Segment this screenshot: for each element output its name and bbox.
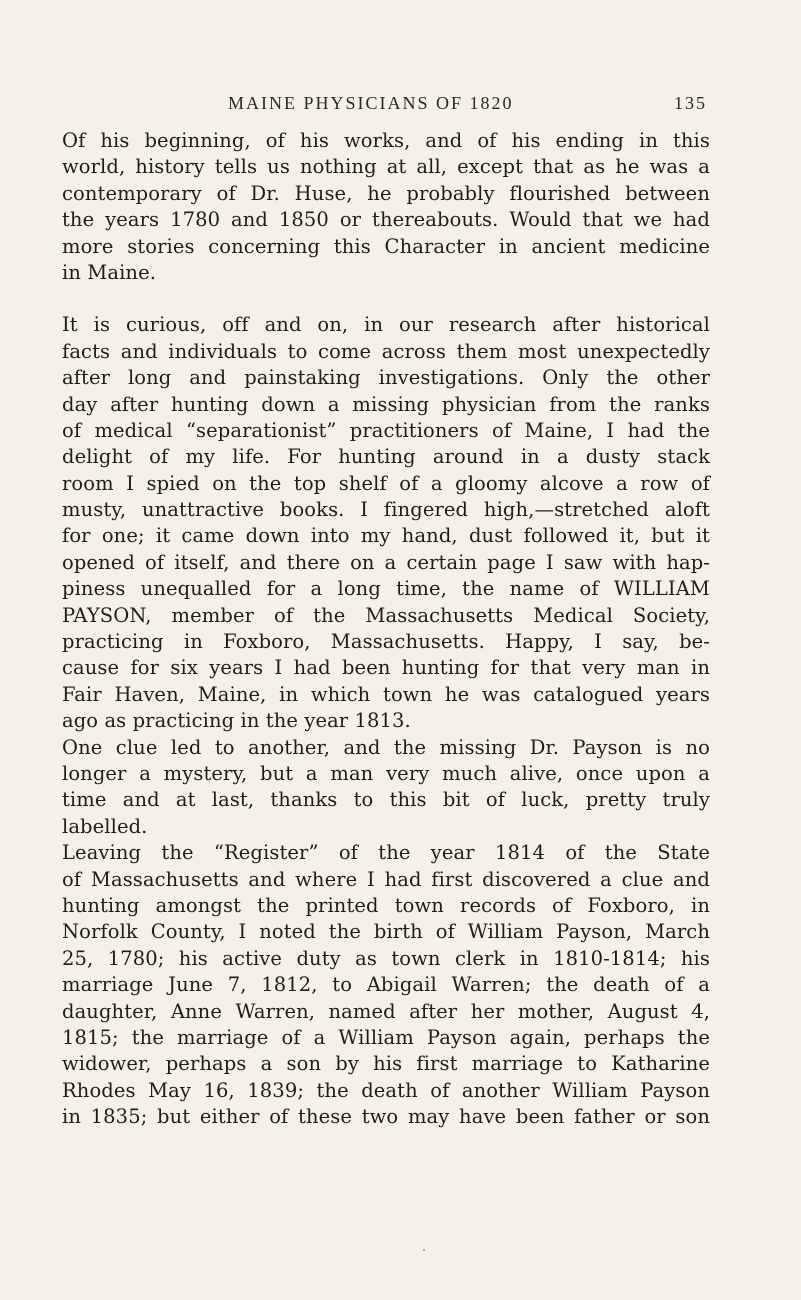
text-line: longer a mystery, but a man very much alive, once upon a xyxy=(62,761,710,785)
text-line: musty, unattractive books. I fingered high,—stretched aloft xyxy=(62,498,710,522)
text-line: Of his beginning, of his works, and of his ending in this xyxy=(62,129,710,152)
paragraph-4 xyxy=(62,840,710,1130)
text-line: for one; it came down into my hand, dust followed it, but it xyxy=(62,524,710,548)
paragraph-3 xyxy=(62,735,710,841)
text-line: in 1835; but either of these two may have been father or son xyxy=(62,1105,710,1129)
text-line: piness unequalled for a long time, the name of WILLIAM xyxy=(62,577,710,601)
running-head xyxy=(62,93,707,117)
text-line: Norfolk County, I noted the birth of William Payson, March xyxy=(62,920,710,944)
text-line: Leaving the “Register” of the year 1814 of the State xyxy=(62,841,710,865)
text-line: hunting amongst the printed town records of Foxboro, in xyxy=(62,893,710,917)
paragraph-2 xyxy=(62,312,710,734)
text-line: contemporary of Dr. Huse, he probably flourished between xyxy=(62,181,710,205)
text-line: daughter, Anne Warren, named after her mother, August 4, xyxy=(62,999,710,1023)
text-line: of Massachusetts and where I had first discovered a clue and xyxy=(62,867,710,891)
text-line: Rhodes May 16, 1839; the death of another William Payson xyxy=(62,1078,710,1102)
text-line: after long and painstaking investigations. Only the other xyxy=(62,366,710,390)
text-line: widower, perhaps a son by his first marriage to Katharine xyxy=(62,1052,710,1076)
text-line: 1815; the marriage of a William Payson again, perhaps the xyxy=(62,1025,710,1049)
text-line: 25, 1780; his active duty as town clerk in 1810-1814; his xyxy=(62,946,710,970)
text-line: practicing in Foxboro, Massachusetts. Happy, I say, be- xyxy=(62,630,710,654)
text-line: more stories concerning this Character in ancient medicine xyxy=(62,234,710,258)
text-line: labelled. xyxy=(62,814,148,838)
print-speck xyxy=(423,1249,425,1251)
text-line: delight of my life. For hunting around in a dusty stack xyxy=(62,445,710,469)
text-line: of medical “separationist” practitioners of Maine, I had the xyxy=(62,418,710,442)
text-line: day after hunting down a missing physician from the ranks xyxy=(62,392,710,416)
text-line: time and at last, thanks to this bit of luck, pretty truly xyxy=(62,788,710,812)
paragraph-1 xyxy=(62,128,710,286)
text-line: It is curious, off and on, in our research after historical xyxy=(62,313,710,337)
paragraph-gap xyxy=(62,286,710,312)
text-line: marriage June 7, 1812, to Abigail Warren; the death of a xyxy=(62,973,710,997)
text-line: One clue led to another, and the missing Dr. Payson is no xyxy=(62,735,710,759)
text-line: ago as practicing in the year 1813. xyxy=(62,709,411,733)
text-line: PAYSON, member of the Massachusetts Medical Society, xyxy=(62,603,710,627)
text-line: cause for six years I had been hunting for that very man in xyxy=(62,656,710,680)
text-line: facts and individuals to come across them most unexpectedly xyxy=(62,339,710,363)
body-text xyxy=(62,128,710,1130)
text-line: Fair Haven, Maine, in which town he was catalogued years xyxy=(62,682,710,706)
page-number: 135 xyxy=(674,93,707,113)
text-line: the years 1780 and 1850 or thereabouts. Would that we had xyxy=(62,208,710,232)
running-title: MAINE PHYSICIANS OF 1820 xyxy=(228,93,514,113)
text-line: room I spied on the top shelf of a gloomy alcove a row of xyxy=(62,471,710,495)
text-line: opened of itself, and there on a certain page I saw with hap- xyxy=(62,550,710,574)
text-line: in Maine. xyxy=(62,260,157,284)
text-line: world, history tells us nothing at all, except that as he was a xyxy=(62,155,710,179)
